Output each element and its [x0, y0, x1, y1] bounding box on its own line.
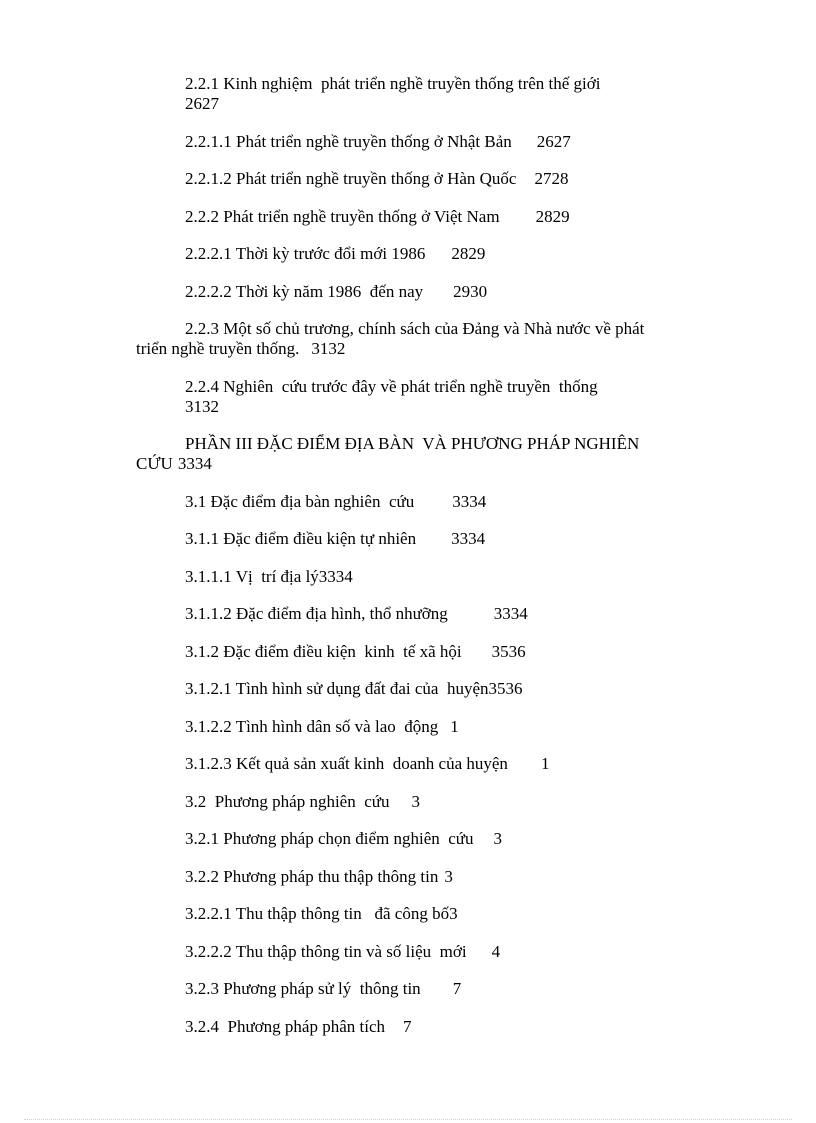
toc-entry-title: 3.1.2.2 Tình hình dân số và lao động: [185, 716, 439, 736]
toc-entry: [136, 529, 716, 549]
toc-entry: [136, 867, 716, 887]
toc-entry: [136, 904, 716, 924]
toc-entry-title: 3.1.1.1 Vị trí địa lý: [185, 566, 319, 586]
toc-entry-title: 3.2.4 Phương pháp phân tích: [185, 1016, 385, 1036]
toc-entry: [136, 1017, 716, 1037]
toc-entry-page: 3132: [185, 396, 219, 416]
toc-entry-title: 2.2.1 Kinh nghiệm phát triển nghề truyền thống trên thế giới: [185, 74, 601, 93]
toc-entry-title-continued: CỨU: [136, 454, 173, 473]
toc-entry-title: 2.2.2.2 Thời kỳ năm 1986 đến nay: [185, 281, 424, 301]
toc-entry-title: 3.2.2 Phương pháp thu thập thông tin: [185, 866, 439, 886]
toc-entry: [136, 74, 716, 114]
toc-entry: [136, 979, 716, 999]
toc-entry-page: 3132: [311, 339, 346, 358]
toc-entry-page: 2930: [453, 281, 488, 301]
toc-entry-title: 3.2.2.1 Thu thập thông tin đã công bố: [185, 904, 450, 923]
toc-entry-title: PHẦN III ĐẶC ĐIỂM ĐỊA BÀN VÀ PHƯƠNG PHÁP NGHIÊN: [185, 434, 640, 453]
toc-entry-page: 3: [411, 791, 420, 811]
toc-entry-page: 1: [450, 716, 459, 736]
toc-entry-title: 3.1.2.3 Kết quả sản xuất kinh doanh của huyện: [185, 754, 508, 773]
toc-entry: [136, 829, 716, 849]
toc-entry: [136, 604, 716, 624]
page-bottom-divider: [24, 1119, 792, 1120]
toc-entry: [136, 319, 716, 359]
toc-entry: [136, 642, 716, 662]
toc-entry-page: 3: [444, 866, 453, 886]
toc-entry-title: 3.2.2.2 Thu thập thông tin và số liệu mới: [185, 941, 467, 961]
toc-entry: [136, 207, 716, 227]
toc-entry: [136, 792, 716, 812]
toc-entry-page: 4: [491, 941, 501, 961]
toc-entry-page: 7: [452, 979, 462, 998]
toc-entry-page: 2728: [534, 169, 569, 188]
toc-entry-title: 3.2.1 Phương pháp chọn điểm nghiên cứu: [185, 829, 474, 848]
toc-entry-page: 2627: [185, 94, 219, 113]
toc-entry-page: 7: [403, 1016, 412, 1036]
toc-entry-page: 3334: [177, 454, 212, 473]
toc-entry-page: 3334: [318, 566, 353, 586]
toc-entry-title: 3.1.1 Đặc điểm điều kiện tự nhiên: [185, 529, 417, 548]
toc-entry-page: 3: [493, 829, 503, 848]
toc-entry-page: 3334: [451, 529, 486, 548]
toc-entry-title: 2.2.4 Nghiên cứu trước đây về phát triển nghề truyền thống: [185, 376, 598, 396]
toc-entry-page: 1: [540, 754, 550, 773]
toc-entry-page: 3334: [493, 604, 528, 623]
toc-entry-page: 3536: [488, 679, 523, 698]
toc-entry-page: 3536: [491, 641, 526, 661]
toc-entry-title: 3.2.3 Phương pháp sử lý thông tin: [185, 979, 421, 998]
toc-entry-title: 2.2.1.1 Phát triển nghề truyền thống ở Nhật Bản: [185, 131, 512, 151]
toc-entry: [136, 717, 716, 737]
toc-entry-title: 3.1.2 Đặc điểm điều kiện kinh tế xã hội: [185, 641, 462, 661]
toc-entry: [136, 169, 716, 189]
table-of-contents: [136, 74, 716, 1054]
toc-entry-title: 2.2.3 Một số chủ trương, chính sách của Đảng và Nhà nước về phát: [185, 319, 645, 338]
toc-entry-title: 2.2.1.2 Phát triển nghề truyền thống ở Hàn Quốc: [185, 169, 517, 188]
toc-entry: [136, 132, 716, 152]
toc-entry: [136, 942, 716, 962]
toc-entry-page: 2829: [535, 206, 570, 226]
toc-entry-page: 2829: [451, 244, 486, 263]
toc-entry-title: 3.1.1.2 Đặc điểm địa hình, thổ nhưỡng: [185, 604, 448, 623]
toc-entry: [136, 679, 716, 699]
toc-entry-page: 3334: [452, 491, 487, 511]
toc-entry-title: 2.2.2.1 Thời kỳ trước đổi mới 1986: [185, 244, 426, 263]
toc-entry-title: 3.2 Phương pháp nghiên cứu: [185, 791, 390, 811]
toc-entry: [136, 492, 716, 512]
toc-entry: [136, 377, 716, 417]
toc-entry: [136, 567, 716, 587]
toc-entry: [136, 282, 716, 302]
toc-entry-page: 3: [449, 904, 458, 923]
toc-entry-title: 3.1.2.1 Tình hình sử dụng đất đai của huyện: [185, 679, 489, 698]
toc-entry-title: 3.1 Đặc điểm địa bàn nghiên cứu: [185, 491, 415, 511]
toc-entry-title: 2.2.2 Phát triển nghề truyền thống ở Việt Nam: [185, 206, 500, 226]
toc-entry-title-continued: triển nghề truyền thống.: [136, 339, 300, 358]
toc-entry: [136, 754, 716, 774]
toc-entry-page: 2627: [536, 131, 571, 151]
toc-entry: [136, 244, 716, 264]
toc-entry: [136, 434, 716, 474]
